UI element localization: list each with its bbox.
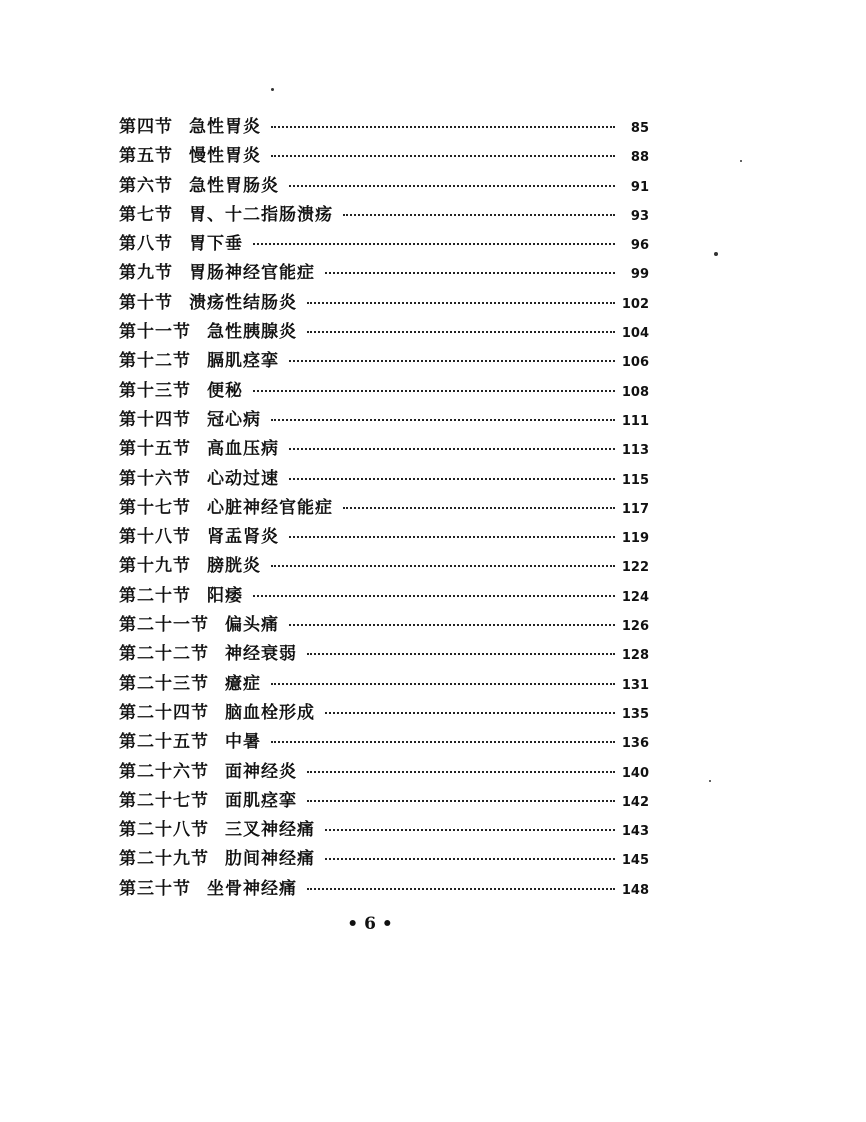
section-title: 心脏神经官能症 xyxy=(207,497,333,518)
section-label: 第二十五节 xyxy=(119,732,209,753)
section-label: 第十五节 xyxy=(119,439,191,460)
dot-leader xyxy=(289,185,615,187)
page-reference: 145 xyxy=(621,853,649,869)
toc-entry xyxy=(119,288,649,317)
section-label: 第二十七节 xyxy=(119,790,209,811)
toc-entry xyxy=(119,874,649,903)
page-reference: 143 xyxy=(621,824,649,840)
section-label: 第十六节 xyxy=(119,468,191,489)
toc-entry xyxy=(119,727,649,756)
section-title: 偏头痛 xyxy=(225,615,279,636)
dot-leader xyxy=(271,683,615,685)
dot-leader xyxy=(289,536,615,538)
section-label: 第二十八节 xyxy=(119,820,209,841)
section-label: 第十四节 xyxy=(119,409,191,430)
page-reference: 119 xyxy=(621,531,649,547)
page-reference: 111 xyxy=(621,413,649,429)
dot-leader xyxy=(289,448,615,450)
dot-leader xyxy=(289,624,615,626)
dot-leader xyxy=(307,800,615,802)
scan-speck xyxy=(271,88,274,91)
page-reference: 142 xyxy=(621,794,649,810)
section-title: 心动过速 xyxy=(207,468,279,489)
section-label: 第五节 xyxy=(119,146,173,167)
page-number-footer: • 6 • xyxy=(347,914,393,934)
page-reference: 96 xyxy=(630,238,649,254)
section-label: 第十节 xyxy=(119,292,173,313)
toc-entry xyxy=(119,757,649,786)
page-reference: 124 xyxy=(621,589,649,605)
toc-entry xyxy=(119,317,649,346)
toc-entry xyxy=(119,815,649,844)
page-reference: 131 xyxy=(621,677,649,693)
section-label: 第十三节 xyxy=(119,380,191,401)
dot-leader xyxy=(271,126,615,128)
toc-entry xyxy=(119,669,649,698)
toc-entry xyxy=(119,581,649,610)
page-reference: 117 xyxy=(621,501,649,517)
section-title: 坐骨神经痛 xyxy=(207,878,297,899)
section-title: 便秘 xyxy=(207,380,243,401)
toc-entry xyxy=(119,786,649,815)
section-title: 神经衰弱 xyxy=(225,644,297,665)
section-title: 急性胃炎 xyxy=(189,117,261,137)
dot-leader xyxy=(343,214,615,216)
section-label: 第三十节 xyxy=(119,878,191,899)
dot-leader xyxy=(307,888,615,890)
scan-speck xyxy=(740,160,742,162)
dot-leader xyxy=(325,829,615,831)
page-reference: 135 xyxy=(621,706,649,722)
toc-entry xyxy=(119,493,649,522)
scan-speck xyxy=(714,252,718,256)
page-reference: 93 xyxy=(630,208,649,224)
section-label: 第十二节 xyxy=(119,351,191,372)
toc-entry xyxy=(119,551,649,580)
toc-entry xyxy=(119,844,649,873)
page-reference: 148 xyxy=(621,882,649,898)
toc-entry xyxy=(119,141,649,170)
page-reference: 126 xyxy=(621,619,649,635)
section-title: 高血压病 xyxy=(207,439,279,460)
section-title: 胃肠神经官能症 xyxy=(189,263,315,284)
dot-leader xyxy=(289,360,615,362)
section-title: 阳痿 xyxy=(207,585,243,606)
toc-entry xyxy=(119,434,649,463)
table-of-contents xyxy=(119,112,649,903)
section-title: 膈肌痉挛 xyxy=(207,351,279,372)
toc-entry xyxy=(119,405,649,434)
toc-entry xyxy=(119,522,649,551)
page-reference: 108 xyxy=(621,384,649,400)
section-title: 胃下垂 xyxy=(189,234,243,255)
page-reference: 88 xyxy=(630,150,649,166)
section-label: 第十八节 xyxy=(119,527,191,548)
section-title: 肋间神经痛 xyxy=(225,849,315,870)
page-reference: 104 xyxy=(621,326,649,342)
page-reference: 102 xyxy=(621,296,649,312)
dot-leader xyxy=(253,243,615,245)
section-title: 肾盂肾炎 xyxy=(207,527,279,548)
section-label: 第六节 xyxy=(119,175,173,196)
section-label: 第二十六节 xyxy=(119,761,209,782)
toc-entry xyxy=(119,200,649,229)
dot-leader xyxy=(343,507,615,509)
page-reference: 113 xyxy=(621,443,649,459)
dot-leader xyxy=(271,419,615,421)
section-label: 第二十节 xyxy=(119,585,191,606)
toc-entry xyxy=(119,376,649,405)
dot-leader xyxy=(271,155,615,157)
toc-entry xyxy=(119,610,649,639)
section-label: 第七节 xyxy=(119,204,173,225)
dot-leader xyxy=(253,390,615,392)
section-label: 第八节 xyxy=(119,234,173,255)
page-reference: 122 xyxy=(621,560,649,576)
toc-entry xyxy=(119,464,649,493)
section-label: 第十一节 xyxy=(119,322,191,343)
section-title: 癔症 xyxy=(225,673,261,694)
page-reference: 106 xyxy=(621,355,649,371)
section-title: 面肌痉挛 xyxy=(225,790,297,811)
section-title: 三叉神经痛 xyxy=(225,820,315,841)
section-label: 第十七节 xyxy=(119,497,191,518)
toc-entry xyxy=(119,171,649,200)
section-title: 面神经炎 xyxy=(225,761,297,782)
section-title: 急性胃肠炎 xyxy=(189,175,279,196)
dot-leader xyxy=(307,302,615,304)
dot-leader xyxy=(271,565,615,567)
dot-leader xyxy=(289,478,615,480)
section-title: 胃、十二指肠溃疡 xyxy=(189,204,333,225)
dot-leader xyxy=(325,712,615,714)
dot-leader xyxy=(325,858,615,860)
toc-entry xyxy=(119,258,649,287)
dot-leader xyxy=(307,771,615,773)
section-title: 溃疡性结肠炎 xyxy=(189,292,297,313)
page-reference: 91 xyxy=(630,179,649,195)
page-reference: 115 xyxy=(621,472,649,488)
section-label: 第二十二节 xyxy=(119,644,209,665)
scan-speck xyxy=(709,780,711,782)
toc-entry xyxy=(119,639,649,668)
page-reference: 99 xyxy=(630,267,649,283)
page-reference: 128 xyxy=(621,648,649,664)
section-label: 第四节 xyxy=(119,117,173,137)
section-title: 膀胱炎 xyxy=(207,556,261,577)
toc-entry xyxy=(119,112,649,141)
dot-leader xyxy=(271,741,615,743)
toc-entry xyxy=(119,698,649,727)
dot-leader xyxy=(307,653,615,655)
page-reference: 140 xyxy=(621,765,649,781)
section-title: 急性胰腺炎 xyxy=(207,322,297,343)
page-reference: 85 xyxy=(630,121,649,136)
section-title: 中暑 xyxy=(225,732,261,753)
section-label: 第十九节 xyxy=(119,556,191,577)
section-label: 第九节 xyxy=(119,263,173,284)
toc-entry xyxy=(119,346,649,375)
page-reference: 136 xyxy=(621,736,649,752)
toc-entry xyxy=(119,229,649,258)
section-title: 冠心病 xyxy=(207,409,261,430)
dot-leader xyxy=(253,595,615,597)
dot-leader xyxy=(325,272,615,274)
section-title: 慢性胃炎 xyxy=(189,146,261,167)
section-title: 脑血栓形成 xyxy=(225,702,315,723)
dot-leader xyxy=(307,331,615,333)
section-label: 第二十四节 xyxy=(119,702,209,723)
section-label: 第二十三节 xyxy=(119,673,209,694)
section-label: 第二十九节 xyxy=(119,849,209,870)
section-label: 第二十一节 xyxy=(119,615,209,636)
